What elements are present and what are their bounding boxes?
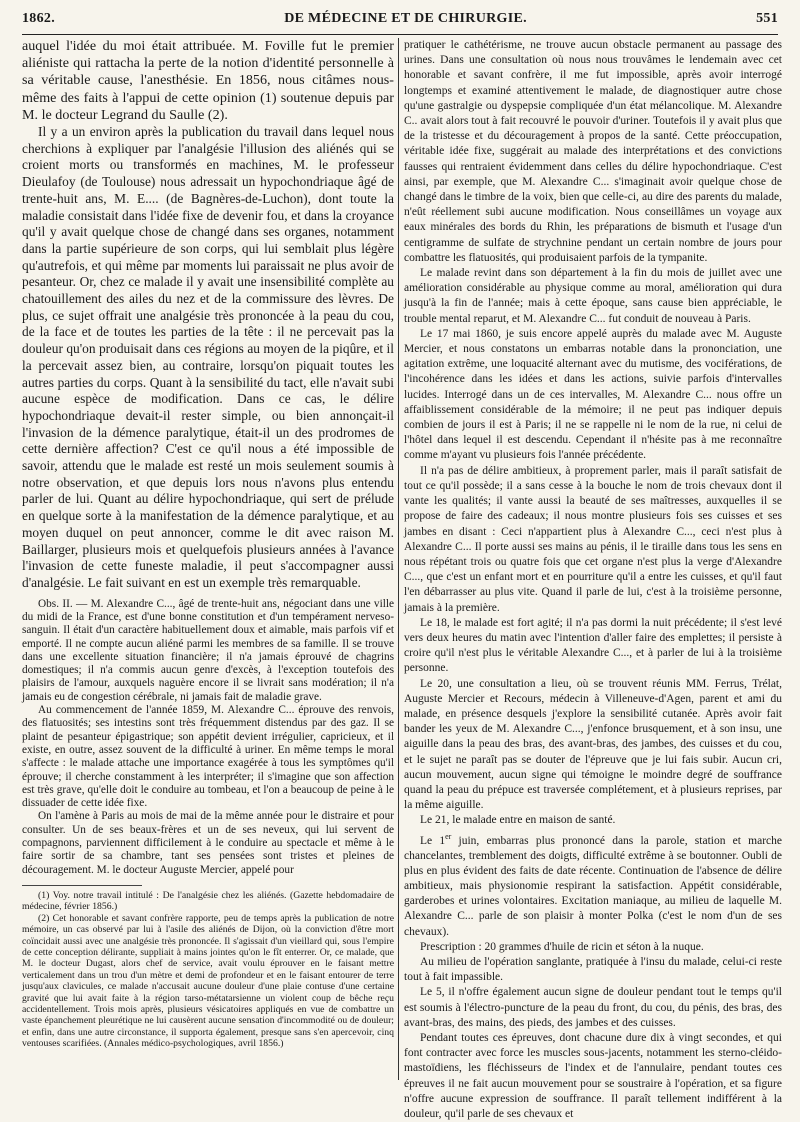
prescription-paragraph: Prescription : 20 grammes d'huile de ricin et séton à la nuque. [420, 940, 704, 953]
observation-paragraph-2: Au commencement de l'année 1859, M. Alexandre C... éprouve des renvois, des flatuosités; ses intestins sont très fréquemment distendus par des gaz. Il se plaint de pesanteur épigastrique; son appétit devient irrégulier, capricieux, et il existe, en outre, assez souvent de la difficulté à uriner. En même temps le moral s'affecte : le malade attache une importance exagérée à tous les symptômes qu'il éprouve; il cherche constamment à les interpréter; il s'imagine que son affection est très grave, qu'elle doit le conduire au tombeau, et l'on a beaucoup de peine à le dissuader de cette idée fixe. [22, 704, 394, 810]
paragraph-r7: Le 21, le malade entre en maison de santé. [420, 814, 616, 827]
page-number: 551 [756, 11, 778, 26]
paragraph-r10: Au milieu de l'opération sanglante, pratiquée à l'insu du malade, celui-ci reste tout à fait impassible. [404, 956, 782, 984]
paragraph-r8-pre: Le 1 [420, 834, 446, 847]
observation-paragraph-3: On l'amène à Paris au mois de mai de la même année pour le distraire et pour consulter. Un de ses beaux-frères et un de ses neveux, qui lui servent de compagnons, parviennent difficilement à le conduire au spectacle et même à le faire sortir de sa chambre, tant ses pensées sont tristes et pleines de découragement. M. le docteur Auguste Mercier, appelé pour [22, 810, 394, 876]
paragraph-r11: Le 5, il n'offre également aucun signe de douleur pendant tout le temps qu'il est soumis à l'électro-puncture de la peau du front, du cou, du pénis, des bras, des avant-bras, des mains, des pieds, des jambes et des cuisses. [404, 986, 782, 1029]
observation-paragraph: Obs. II. — M. Alexandre C..., âgé de trente-huit ans, négociant dans une ville du midi de la France, est d'une bonne constitution et d'un tempérament nerveso-sanguin. Il était d'un caractère habituellement doux et aimable, mais parfois vif et emporté. Il ne compte aucun aliéné parmi les membres de sa famille. Il se trouve dans une excellente situation financière; il n'a jamais éprouvé de chagrins domestiques; il n'a commis aucun genre d'excès, à l'exception toutefois des plaisirs de l'amour, auxquels naguère encore il se livrait sans modération; il n'a jamais eu de congestion cérébrale, ni jamais fait de maladie grave. [22, 597, 394, 703]
paragraph-r8 [404, 829, 782, 940]
paragraph-r1: pratiquer le cathétérisme, ne trouve aucun obstacle permanent au passage des urines. Dans une consultation où nous nous trouvâmes le lendemain avec cet honorable et savant confrère, il me fut impossible, après avoir interrogé longtemps et examiné attentivement le malade, de diagnostiquer autre chose qu'une gastralgie ou dyspepsie compliquée d'un état mélancolique. M. Alexandre C.. avait alors tout à fait recouvré le pouvoir d'uriner. Toutefois il y avait plus que de la tristesse et du découragement à propos de la santé. Cette préoccupation, véritable idée fixe, suggérait au malade des interprétations et des convictions fausses qui rentraient évidemment dans celles du délire hypochondriaque. C'est ainsi, par exemple, que M. Alexandre C... s'imaginait avoir quelque chose de changé dans le timbre de la voix, bien que celle-ci, au dire des parents du malade, n'eût réellement subi aucune modification. Nous conseillâmes un voyage aux eaux minérales des bords du Rhin, les préparations de bismuth et l'usage d'un centigramme de sulfate de strychnine pendant un certain nombre de jours pour combattre les flatuosités, qui produisaient parfois de la tympanite. [404, 39, 782, 264]
header-rule [22, 34, 778, 35]
right-column [404, 38, 782, 1122]
paragraph-r6: Le 20, une consultation a lieu, où se trouvent réunis MM. Ferrus, Trélat, Auguste Mercier et Recours, médecin à Villeneuve-d'Agen, parent et ami du malade, en présence desquels j'explore la sensibilité cutanée. Après avoir fait bander les yeux de M. Alexandre C..., j'enfonce brusquement, et à son insu, une aiguille dans la peau des bras, des avant-bras, des jambes, des cuisses et du cou, et le sujet ne paraît pas se douter de l'épreuve que je lui fais subir. Aucun cri, aucun mouvement, aucun signe qui témoigne le moindre degré de souffrance quand la peau du prépuce est traversée complétement, et à plusieurs reprises, par la même aiguille. [404, 677, 782, 812]
paragraph-r2: Le malade revint dans son département à la fin du mois de juillet avec une amélioration considérable au physique comme au moral, amélioration qui dura jusqu'à la fin de l'année; mais à cette époque, sans cause bien appréciable, le trouble mental reparut, et M. Alexandre C... fut conduit de nouveau à Paris. [404, 267, 782, 325]
column-divider [398, 38, 399, 1080]
paragraph-r8-body: juin, embarras plus prononcé dans la parole, station et marche chancelantes, tremblement des doigts, difficulté extrême à se boutonner. Oubli de plus en plus évident des faits de date récente. Continuation de l'absence de délire ambitieux, mais physionomie respirant la satisfaction. Appétit considérable, garderobes et urines volontaires. Excitation maniaque, au milieu de laquelle M. Alexandre C... parle de son plaisir à monter Polka (c'est le nom d'un de ses chevaux). [404, 834, 782, 938]
footnote-1: (1) Voy. notre travail intitulé : De l'analgésie chez les aliénés. (Gazette hebdomadaire de médecine, février 1856.) [22, 889, 394, 913]
running-header [22, 8, 778, 30]
paragraph-r8-sup: er [445, 831, 452, 841]
paragraph-r3: Le 17 mai 1860, je suis encore appelé auprès du malade avec M. Auguste Mercier, et nous constatons un embarras notable dans la prononciation, une agitation extrême, une loquacité alternant avec du mutisme, des vociférations, de l'incohérence dans les idées et dans les actions, suivie parfois d'intervalles lucides. Interrogé dans un de ces intervalles, M. Alexandre C... nous offre un affaiblissement considérable de la mémoire; il ne peut pas indiquer depuis combien de jours il est à Paris; il ne se rappelle ni le nom de la rue, ni celui de l'hôtel dans lequel il est descendu. Cependant il n'hésite pas à me reconnaître comme m'ayant vu plusieurs fois l'année précédente. [404, 327, 782, 462]
footnote-rule [22, 885, 142, 886]
paragraph-r5: Le 18, le malade est fort agité; il n'a pas dormi la nuit précédente; il s'est levé vers deux heures du matin avec l'intention d'aller faire des emplettes; il persiste à croire qu'il n'est plus le véritable Alexandre C..., et à parler de lui à la troisième personne. [404, 616, 782, 675]
footnote-2: (2) Cet honorable et savant confrère rapporte, peu de temps après la publication de notre mémoire, un cas observé par lui à l'asile des aliénés de Dijon, où la conviction d'être mort coïncidait aussi avec une analgésie très prononcée. Il s'agissait d'un vieillard qui, sous l'empire de cette conception délirante, suppliait à mains jointes qu'on le fît enterrer. Or, ce malade, que M. le docteur Dugast, alors chef de service, avait voulu éprouver en le faisant mettre verticalement dans un trou d'un mètre et demi de profondeur et en le faisant entourer de terre jusqu'aux clavicules, ce malade n'accusait aucune douleur d'une plaie contuse d'une certaine gravité que lui avait faite à la région tarso-métatarsienne un violent coup de bêche reçu accidentellement. Trois mois après, plusieurs vésicatoires appliqués en vue de combattre un vaste épanchement pleurétique ne lui causèrent aucune sensation d'incommodité ou de douleur; et enfin, dans une autre circonstance, il supporta également, presque sans s'en apercevoir, cinq ventouses scarifiées. (Annales médico-psychologiques, avril 1856.) [22, 912, 394, 1050]
paragraph-r12: Pendant toutes ces épreuves, dont chacune dure dix à vingt secondes, et qui font contracter avec force les muscles sous-jacents, notamment les sterno-cléido-mastoïdiens, les fléchisseurs de l'index et de l'annulaire, pendant toutes ces épreuves il ne fait aucun mouvement pour se soustraire à l'opération, et sa figure n'offre aucune expression de souffrance. Il paraît tellement indifférent à la douleur, qu'il parle de ses chevaux et [404, 1032, 782, 1121]
header-title: DE MÉDECINE ET DE CHIRURGIE. [284, 11, 527, 26]
header-year: 1862. [22, 11, 55, 26]
paragraph-2: Il y a un environ après la publication du travail dans lequel nous cherchions à expliquer par l'analgésie l'illusion des aliénés qui se croient morts ou transformés en machines, M. le professeur Dieulafoy (de Toulouse) nous adressait un hypochondriaque âgé de trente-huit ans, M. E.... (de Bagnères-de-Luchon), dont toute la maladie consistait dans l'idée fixe de devenir fou, et dans la croyance qu'il y avait quelque chose de changé dans ses organes, notamment dans la partie supérieure de son corps, qui lui semblait plus légère qu'autrefois, et qui même par moments lui paraissait ne plus avoir de pesanteur. Or, chez ce malade il y avait une insensibilité complète au chatouillement des ailes du nez et de la commissure des lèvres. De plus, ce sujet offrait une analgésie très prononcée à la peau du cou, de la face et de toutes les parties de la tête : il ne percevait pas la douleur qu'on produisait dans ces régions au moyen de la piqûre, et il la percevait assez bien, au contraire, lorsqu'on piquait toutes les autres parties du corps. Quant à la sensibilité du tact, elle n'avait subi aucune espèce de modification. Dans ce cas, le délire hypochondriaque devait-il rester simple, ou bien annonçait-il l'invasion de la démence paralytique, était-il un des prodromes de cette dernière affection? C'est ce qu'il nous a été impossible de savoir, attendu que le malade est resté un mois seulement soumis à notre observation, et que depuis lors nous n'avons plus entendu parler de lui. Quant au délire hypochondriaque, qui sert de prélude en quelque sorte à la manifestation de la démence paralytique, et au moyen duquel on peut annoncer, comme le dit avec raison M. Baillarger, plusieurs mois et quelquefois plusieurs années à l'avance l'invasion de cette funeste maladie, il peut s'accompagner aussi d'analgésie. Le fait suivant en est un exemple très remarquable. [22, 124, 394, 590]
paragraph-r4: Il n'a pas de délire ambitieux, à proprement parler, mais il paraît satisfait de tout ce qu'il possède; il a sans cesse à la bouche le nom de trois chevaux dont il vante les qualités; il vante aussi la beauté de ses maîtresses, auxquelles il se propose de faire des cadeaux; il nous montre plusieurs fois ses cuisses et ses jambes en disant : Ceci n'appartient plus à Alexandre C..., ceci n'est plus à Alexandre C... Il porte aussi ses mains au pénis, il le tiraille dans tous les sens en nous répétant trois ou quatre fois que cet organe n'est plus la verge d'Alexandre C..., que c'est un enfant mort et en pourriture qu'il a entre les cuisses, et qu'il faut l'en débarrasser au plus vite. Quand il parle de lui, c'est à la troisième personne, jamais à la première. [404, 464, 782, 614]
left-column [22, 38, 394, 1050]
paragraph-1: auquel l'idée du moi était attribuée. M. Foville fut le premier aliéniste qui rattacha la perte de la notion d'identité personnelle à sa véritable cause, l'anesthésie. En 1856, nous citâmes nous-même des faits à l'appui de cette opinion (1) soutenue depuis par M. le docteur Legrand du Saulle (2). [22, 38, 394, 123]
